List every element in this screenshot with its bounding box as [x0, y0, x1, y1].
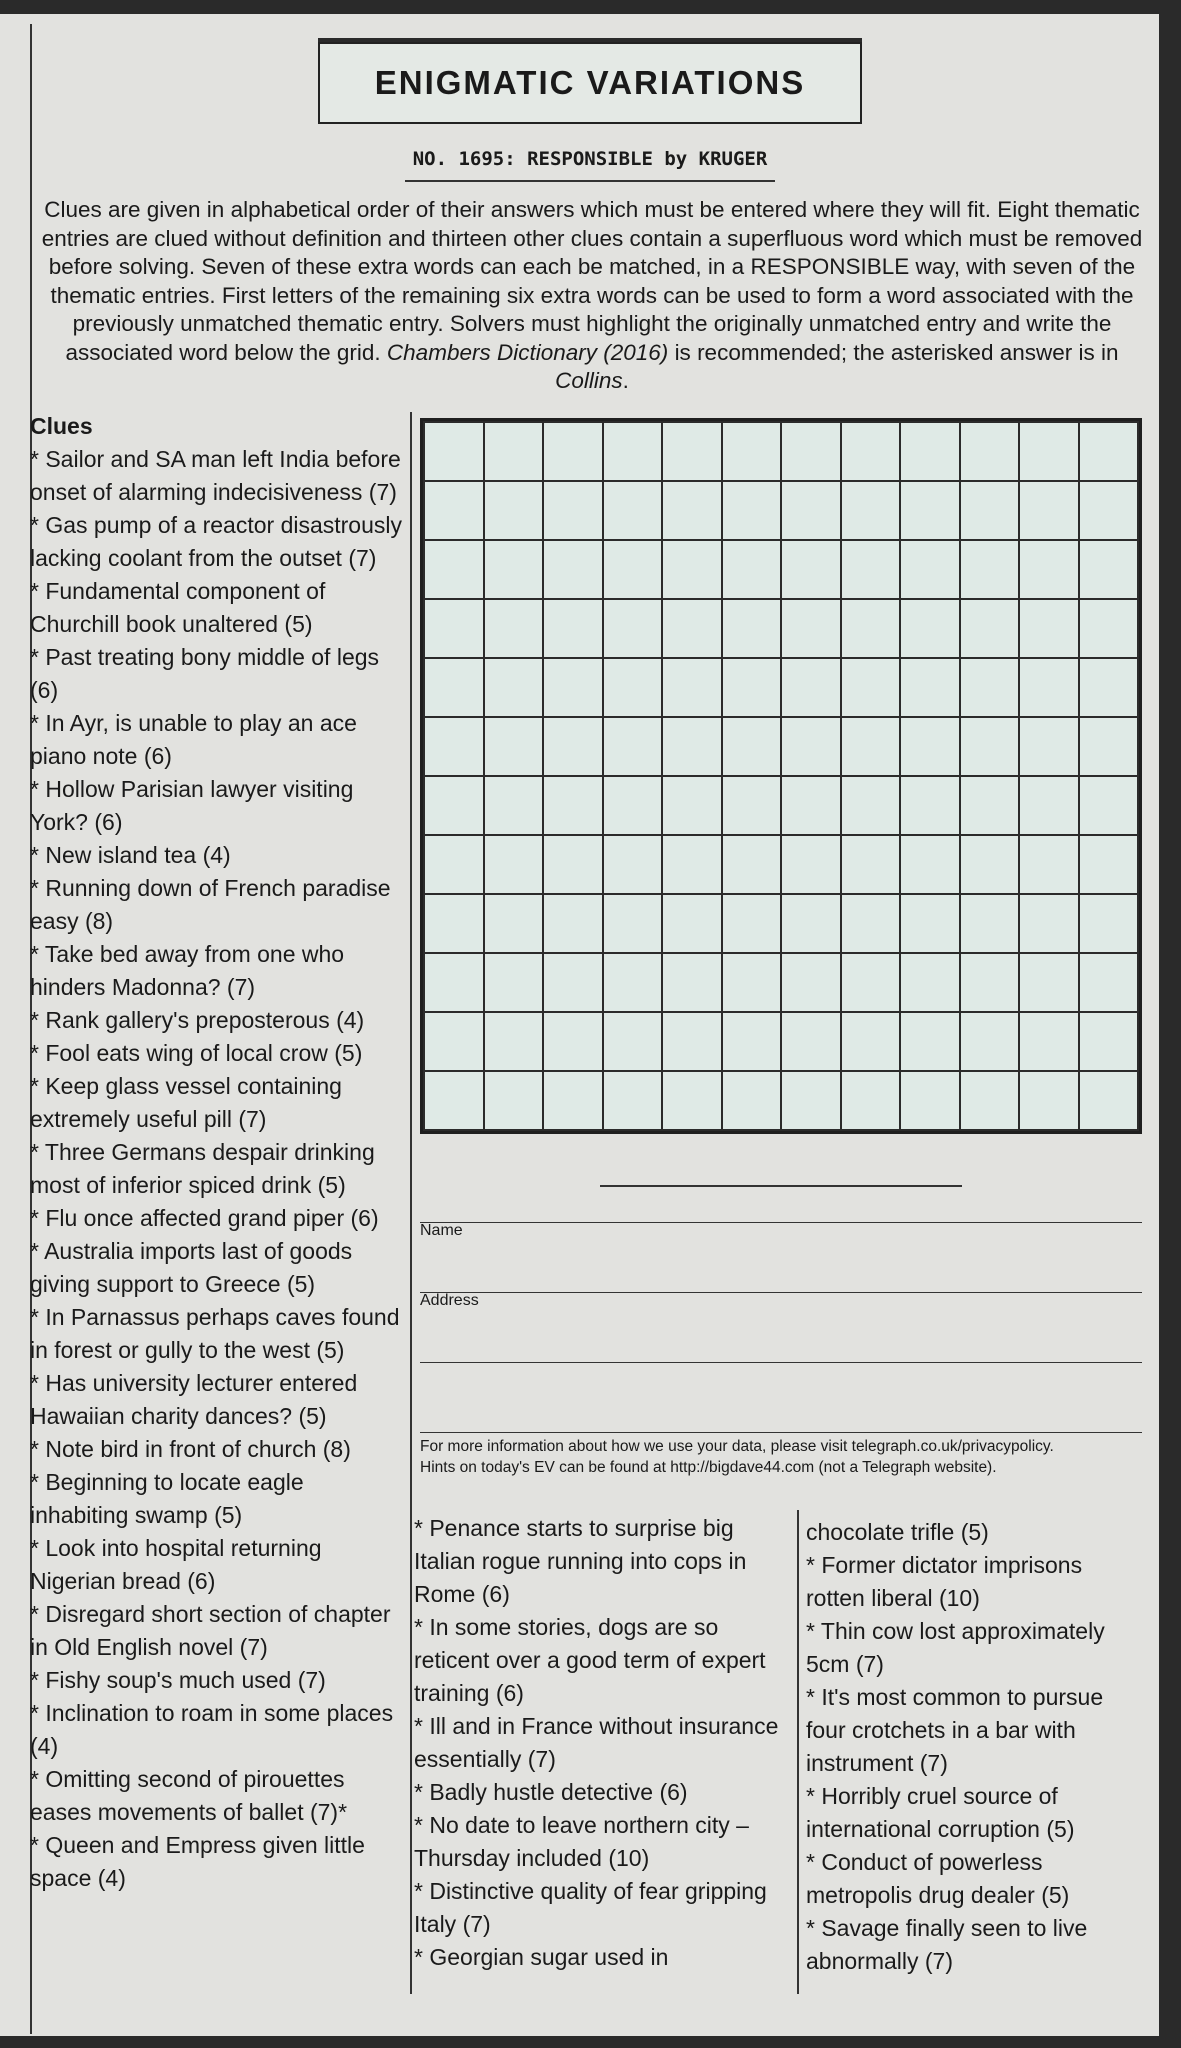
grid-cell[interactable] — [723, 423, 781, 480]
grid-cell[interactable] — [901, 718, 959, 775]
clue-item: * Take bed away from one who hinders Madonna? (7) — [30, 941, 345, 1000]
grid-cell[interactable] — [604, 718, 662, 775]
grid-cell[interactable] — [544, 1013, 602, 1070]
privacy-note — [420, 1436, 1155, 1478]
clue-item: * Ill and in France without insurance essentially (7) — [414, 1713, 779, 1772]
grid-cell[interactable] — [842, 954, 900, 1011]
clue-item: * In Parnassus perhaps caves found in forest or gully to the west (5) — [30, 1304, 400, 1363]
grid-cell[interactable] — [544, 1072, 602, 1129]
clue-item: * Beginning to locate eagle inhabiting swamp (5) — [30, 1469, 304, 1528]
grid-cell[interactable] — [485, 541, 543, 598]
hints-line: Hints on today's EV can be found at http://bigdave44.com (not a Telegraph website). — [420, 1459, 997, 1476]
grid-cell[interactable] — [1080, 541, 1138, 598]
grid-cell[interactable] — [485, 954, 543, 1011]
grid-cell[interactable] — [485, 895, 543, 952]
grid-cell[interactable] — [663, 1013, 721, 1070]
grid-cell[interactable] — [961, 718, 1019, 775]
grid-cell[interactable] — [485, 1013, 543, 1070]
grid-cell[interactable] — [485, 482, 543, 539]
grid-cell[interactable] — [782, 600, 840, 657]
grid-cell[interactable] — [723, 600, 781, 657]
grid-cell[interactable] — [604, 600, 662, 657]
grid-cell[interactable] — [485, 836, 543, 893]
clue-item: * Inclination to roam in some places (4) — [30, 1700, 394, 1759]
clues-column-2 — [414, 1512, 790, 1974]
grid-cell[interactable] — [663, 777, 721, 834]
clue-item: * Note bird in front of church (8) — [30, 1436, 351, 1462]
grid-cell[interactable] — [1080, 1013, 1138, 1070]
clue-item: * Disregard short section of chapter in Old English novel (7) — [30, 1601, 391, 1660]
grid-cell[interactable] — [842, 718, 900, 775]
grid-cell[interactable] — [485, 777, 543, 834]
grid-cell[interactable] — [901, 423, 959, 480]
grid-cell[interactable] — [604, 423, 662, 480]
grid-cell[interactable] — [842, 1072, 900, 1129]
grid-cell[interactable] — [425, 1013, 483, 1070]
clue-item: * Distinctive quality of fear gripping Italy (7) — [414, 1878, 767, 1937]
grid-cell[interactable] — [1020, 954, 1078, 1011]
grid-cell[interactable] — [425, 718, 483, 775]
grid-cell[interactable] — [663, 659, 721, 716]
grid-cell[interactable] — [901, 600, 959, 657]
grid-cell[interactable] — [1020, 1013, 1078, 1070]
preamble-text-2: is recommended; the asterisked answer is in — [674, 339, 1119, 365]
clue-item: * Queen and Empress given little space (4) — [30, 1832, 365, 1891]
grid-cell[interactable] — [425, 836, 483, 893]
clue-item: * Fishy soup's much used (7) — [30, 1667, 326, 1693]
name-label: Name — [420, 1222, 463, 1239]
grid-cell[interactable] — [425, 777, 483, 834]
grid-cell[interactable] — [663, 1072, 721, 1129]
clue-item: * Omitting second of pirouettes eases movements of ballet (7)* — [30, 1766, 348, 1825]
grid-cell[interactable] — [544, 836, 602, 893]
grid-cell[interactable] — [425, 541, 483, 598]
grid-cell[interactable] — [1020, 659, 1078, 716]
grid-cell[interactable] — [663, 895, 721, 952]
form-line — [420, 1222, 1142, 1223]
grid-cell[interactable] — [901, 541, 959, 598]
clue-item: * New island tea (4) — [30, 842, 231, 868]
clue-item: * No date to leave northern city – Thursday included (10) — [414, 1812, 749, 1871]
grid-cell[interactable] — [1080, 600, 1138, 657]
page-border-top — [0, 0, 1181, 14]
grid-cell[interactable] — [901, 836, 959, 893]
grid-cell[interactable] — [604, 895, 662, 952]
crossword-grid[interactable] — [420, 418, 1142, 1134]
clue-item: * Fool eats wing of local crow (5) — [30, 1040, 363, 1066]
grid-cell[interactable] — [961, 600, 1019, 657]
clue-item: * Hollow Parisian lawyer visiting York? (6) — [30, 776, 354, 835]
grid-cell[interactable] — [782, 895, 840, 952]
clue-item: * In Ayr, is unable to play an ace piano note (6) — [30, 710, 357, 769]
grid-cell[interactable] — [604, 836, 662, 893]
privacy-line: For more information about how we use your data, please visit telegraph.co.uk/privacypolicy. — [420, 1438, 1054, 1455]
grid-cell[interactable] — [425, 895, 483, 952]
grid-cell[interactable] — [604, 777, 662, 834]
grid-cell[interactable] — [544, 718, 602, 775]
preamble — [40, 196, 1144, 396]
grid-cell[interactable] — [544, 895, 602, 952]
grid-cell[interactable] — [425, 600, 483, 657]
grid-cell[interactable] — [842, 600, 900, 657]
grid-cell[interactable] — [842, 895, 900, 952]
clue-item: * Savage finally seen to live abnormally (7) — [806, 1915, 1088, 1974]
grid-cell[interactable] — [842, 777, 900, 834]
grid-cell[interactable] — [485, 423, 543, 480]
clue-item: * Fundamental component of Churchill book unaltered (5) — [30, 578, 326, 637]
puzzle-subtitle: NO. 1695: RESPONSIBLE by KRUGER — [412, 148, 768, 170]
puzzle-series-title: ENIGMATIC VARIATIONS — [318, 42, 862, 124]
clue-item: * Running down of French paradise easy (8) — [30, 875, 391, 934]
grid-cell[interactable] — [1080, 659, 1138, 716]
clue-item: * Badly hustle detective (6) — [414, 1779, 688, 1805]
grid-cell[interactable] — [961, 1013, 1019, 1070]
clues-column-3 — [806, 1516, 1146, 1978]
grid-cell[interactable] — [425, 482, 483, 539]
clue-item: * Rank gallery's preposterous (4) — [30, 1007, 365, 1033]
grid-cell[interactable] — [1080, 1072, 1138, 1129]
clues-column-1 — [30, 410, 402, 1895]
grid-cell[interactable] — [663, 423, 721, 480]
grid-cell[interactable] — [901, 659, 959, 716]
grid-cell[interactable] — [1080, 954, 1138, 1011]
grid-cell[interactable] — [544, 659, 602, 716]
grid-cell[interactable] — [1020, 777, 1078, 834]
grid-cell[interactable] — [961, 777, 1019, 834]
grid-cell[interactable] — [782, 777, 840, 834]
grid-cell[interactable] — [723, 777, 781, 834]
grid-cell[interactable] — [663, 836, 721, 893]
clue-item: * Past treating bony middle of legs (6) — [30, 644, 380, 703]
grid-cell[interactable] — [544, 541, 602, 598]
grid-cell[interactable] — [842, 482, 900, 539]
preamble-end: . — [622, 368, 629, 393]
grid-cell[interactable] — [663, 954, 721, 1011]
clue-item: * Three Germans despair drinking most of inferior spiced drink (5) — [30, 1139, 375, 1198]
grid-cell[interactable] — [425, 659, 483, 716]
column-rule — [410, 412, 412, 1994]
clue-item: * Australia imports last of goods giving support to Greece (5) — [30, 1238, 353, 1297]
clue-item: * Conduct of powerless metropolis drug dealer (5) — [806, 1849, 1070, 1908]
grid-cell[interactable] — [1080, 423, 1138, 480]
grid-cell[interactable] — [663, 718, 721, 775]
address-label: Address — [420, 1292, 479, 1309]
grid-cell[interactable] — [842, 1013, 900, 1070]
clue-item: * Penance starts to surprise big Italian rogue running into cops in Rome (6) — [414, 1515, 747, 1607]
clue-item: * Horribly cruel source of international corruption (5) — [806, 1783, 1075, 1842]
grid-cell[interactable] — [901, 1072, 959, 1129]
clue-item: * Former dictator imprisons rotten liberal (10) — [806, 1552, 1083, 1611]
grid-cell[interactable] — [723, 895, 781, 952]
clue-item: * Thin cow lost approximately 5cm (7) — [806, 1618, 1105, 1677]
column-rule — [797, 1510, 799, 1994]
clue-item: * In some stories, dogs are so reticent over a good term of expert training (6) — [414, 1614, 766, 1706]
page-border-right — [1159, 0, 1181, 2048]
grid-cell[interactable] — [1020, 1072, 1078, 1129]
grid-cell[interactable] — [544, 954, 602, 1011]
grid-cell[interactable] — [961, 423, 1019, 480]
grid-cell[interactable] — [723, 541, 781, 598]
address-field[interactable] — [420, 1362, 1142, 1363]
clue-item: * Look into hospital returning Nigerian bread (6) — [30, 1535, 322, 1594]
grid-cell[interactable] — [782, 1072, 840, 1129]
grid-cell[interactable] — [901, 482, 959, 539]
grid-cell[interactable] — [1020, 541, 1078, 598]
grid-cell[interactable] — [663, 482, 721, 539]
grid-cell[interactable] — [1080, 718, 1138, 775]
grid-cell[interactable] — [1020, 423, 1078, 480]
grid-cell[interactable] — [604, 1013, 662, 1070]
grid-cell[interactable] — [1080, 482, 1138, 539]
grid-cell[interactable] — [842, 541, 900, 598]
answer-line[interactable] — [600, 1185, 962, 1187]
grid-cell[interactable] — [782, 482, 840, 539]
grid-cell[interactable] — [901, 1013, 959, 1070]
grid-cell[interactable] — [961, 836, 1019, 893]
grid-cell[interactable] — [723, 1072, 781, 1129]
grid-cell[interactable] — [604, 659, 662, 716]
clue-item: chocolate trifle (5) — [806, 1519, 989, 1545]
grid-cell[interactable] — [425, 1072, 483, 1129]
grid-cell[interactable] — [544, 777, 602, 834]
address-field-2[interactable] — [420, 1432, 1142, 1433]
grid-cell[interactable] — [425, 954, 483, 1011]
grid-cell[interactable] — [961, 659, 1019, 716]
clue-item: * Gas pump of a reactor disastrously lacking coolant from the outset (7) — [30, 512, 402, 571]
grid-cell[interactable] — [723, 482, 781, 539]
clues-heading: Clues — [30, 413, 93, 439]
subtitle-rule — [405, 180, 775, 182]
grid-cell[interactable] — [782, 954, 840, 1011]
grid-cell[interactable] — [604, 1072, 662, 1129]
grid-cell[interactable] — [782, 659, 840, 716]
clue-item: * It's most common to pursue four crotchets in a bar with instrument (7) — [806, 1684, 1104, 1776]
name-field[interactable] — [420, 1292, 1142, 1293]
preamble-reference: Chambers Dictionary (2016) — [386, 339, 669, 365]
grid-cell[interactable] — [604, 482, 662, 539]
grid-cell[interactable] — [723, 954, 781, 1011]
grid-cell[interactable] — [723, 659, 781, 716]
grid-cell[interactable] — [961, 541, 1019, 598]
grid-cell[interactable] — [723, 718, 781, 775]
grid-cell[interactable] — [425, 423, 483, 480]
preamble-text: Clues are given in alphabetical order of their answers which must be entered where they will fit. Eight thematic entries are clued without definition and thirteen other clues contain a superfluous word which must be removed before solving. Seven of these extra words can each be matched, in a RESPONSIBLE way, with seven of the thematic entries. First letters of the remaining six extra words can be used to form a word associated with the previously unmatched thematic entry. Solvers must highlight the originally unmatched entry and write the associated word below the grid. — [41, 197, 1143, 365]
grid-cell[interactable] — [842, 423, 900, 480]
grid-cell[interactable] — [723, 1013, 781, 1070]
grid-cell[interactable] — [604, 541, 662, 598]
grid-cell[interactable] — [842, 836, 900, 893]
clue-item: * Has university lecturer entered Hawaiian charity dances? (5) — [30, 1370, 358, 1429]
grid-cell[interactable] — [961, 1072, 1019, 1129]
grid-cell[interactable] — [544, 423, 602, 480]
grid-cell[interactable] — [1020, 718, 1078, 775]
grid-cell[interactable] — [544, 482, 602, 539]
grid-cell[interactable] — [1080, 836, 1138, 893]
grid-cell[interactable] — [723, 836, 781, 893]
clue-item: * Keep glass vessel containing extremely useful pill (7) — [30, 1073, 342, 1132]
grid-cell[interactable] — [544, 600, 602, 657]
grid-cell[interactable] — [961, 482, 1019, 539]
clue-list — [30, 443, 402, 1895]
grid-cell[interactable] — [1020, 836, 1078, 893]
grid-cell[interactable] — [961, 954, 1019, 1011]
grid-cell[interactable] — [1020, 482, 1078, 539]
grid-cell[interactable] — [782, 541, 840, 598]
grid-cell[interactable] — [485, 600, 543, 657]
grid-cell[interactable] — [1080, 777, 1138, 834]
grid-cell[interactable] — [782, 836, 840, 893]
grid-cell[interactable] — [663, 541, 721, 598]
grid-cell[interactable] — [1020, 600, 1078, 657]
grid-cell[interactable] — [1080, 895, 1138, 952]
grid-cell[interactable] — [1020, 895, 1078, 952]
grid-cell[interactable] — [485, 1072, 543, 1129]
grid-cell[interactable] — [842, 659, 900, 716]
grid-cell[interactable] — [485, 659, 543, 716]
preamble-reference-2: Collins — [555, 368, 623, 393]
clue-item: * Sailor and SA man left India before onset of alarming indecisiveness (7) — [30, 446, 401, 505]
grid-cell[interactable] — [782, 1013, 840, 1070]
grid-cell[interactable] — [485, 718, 543, 775]
grid-cell[interactable] — [782, 718, 840, 775]
grid-cell[interactable] — [604, 954, 662, 1011]
grid-cell[interactable] — [901, 777, 959, 834]
clue-item: * Georgian sugar used in — [414, 1944, 669, 1970]
clue-item: * Flu once affected grand piper (6) — [30, 1205, 379, 1231]
grid-cell[interactable] — [901, 895, 959, 952]
page-border-bottom — [0, 2036, 1181, 2048]
grid-cell[interactable] — [782, 423, 840, 480]
grid-cell[interactable] — [961, 895, 1019, 952]
grid-cell[interactable] — [663, 600, 721, 657]
grid-cell[interactable] — [901, 954, 959, 1011]
